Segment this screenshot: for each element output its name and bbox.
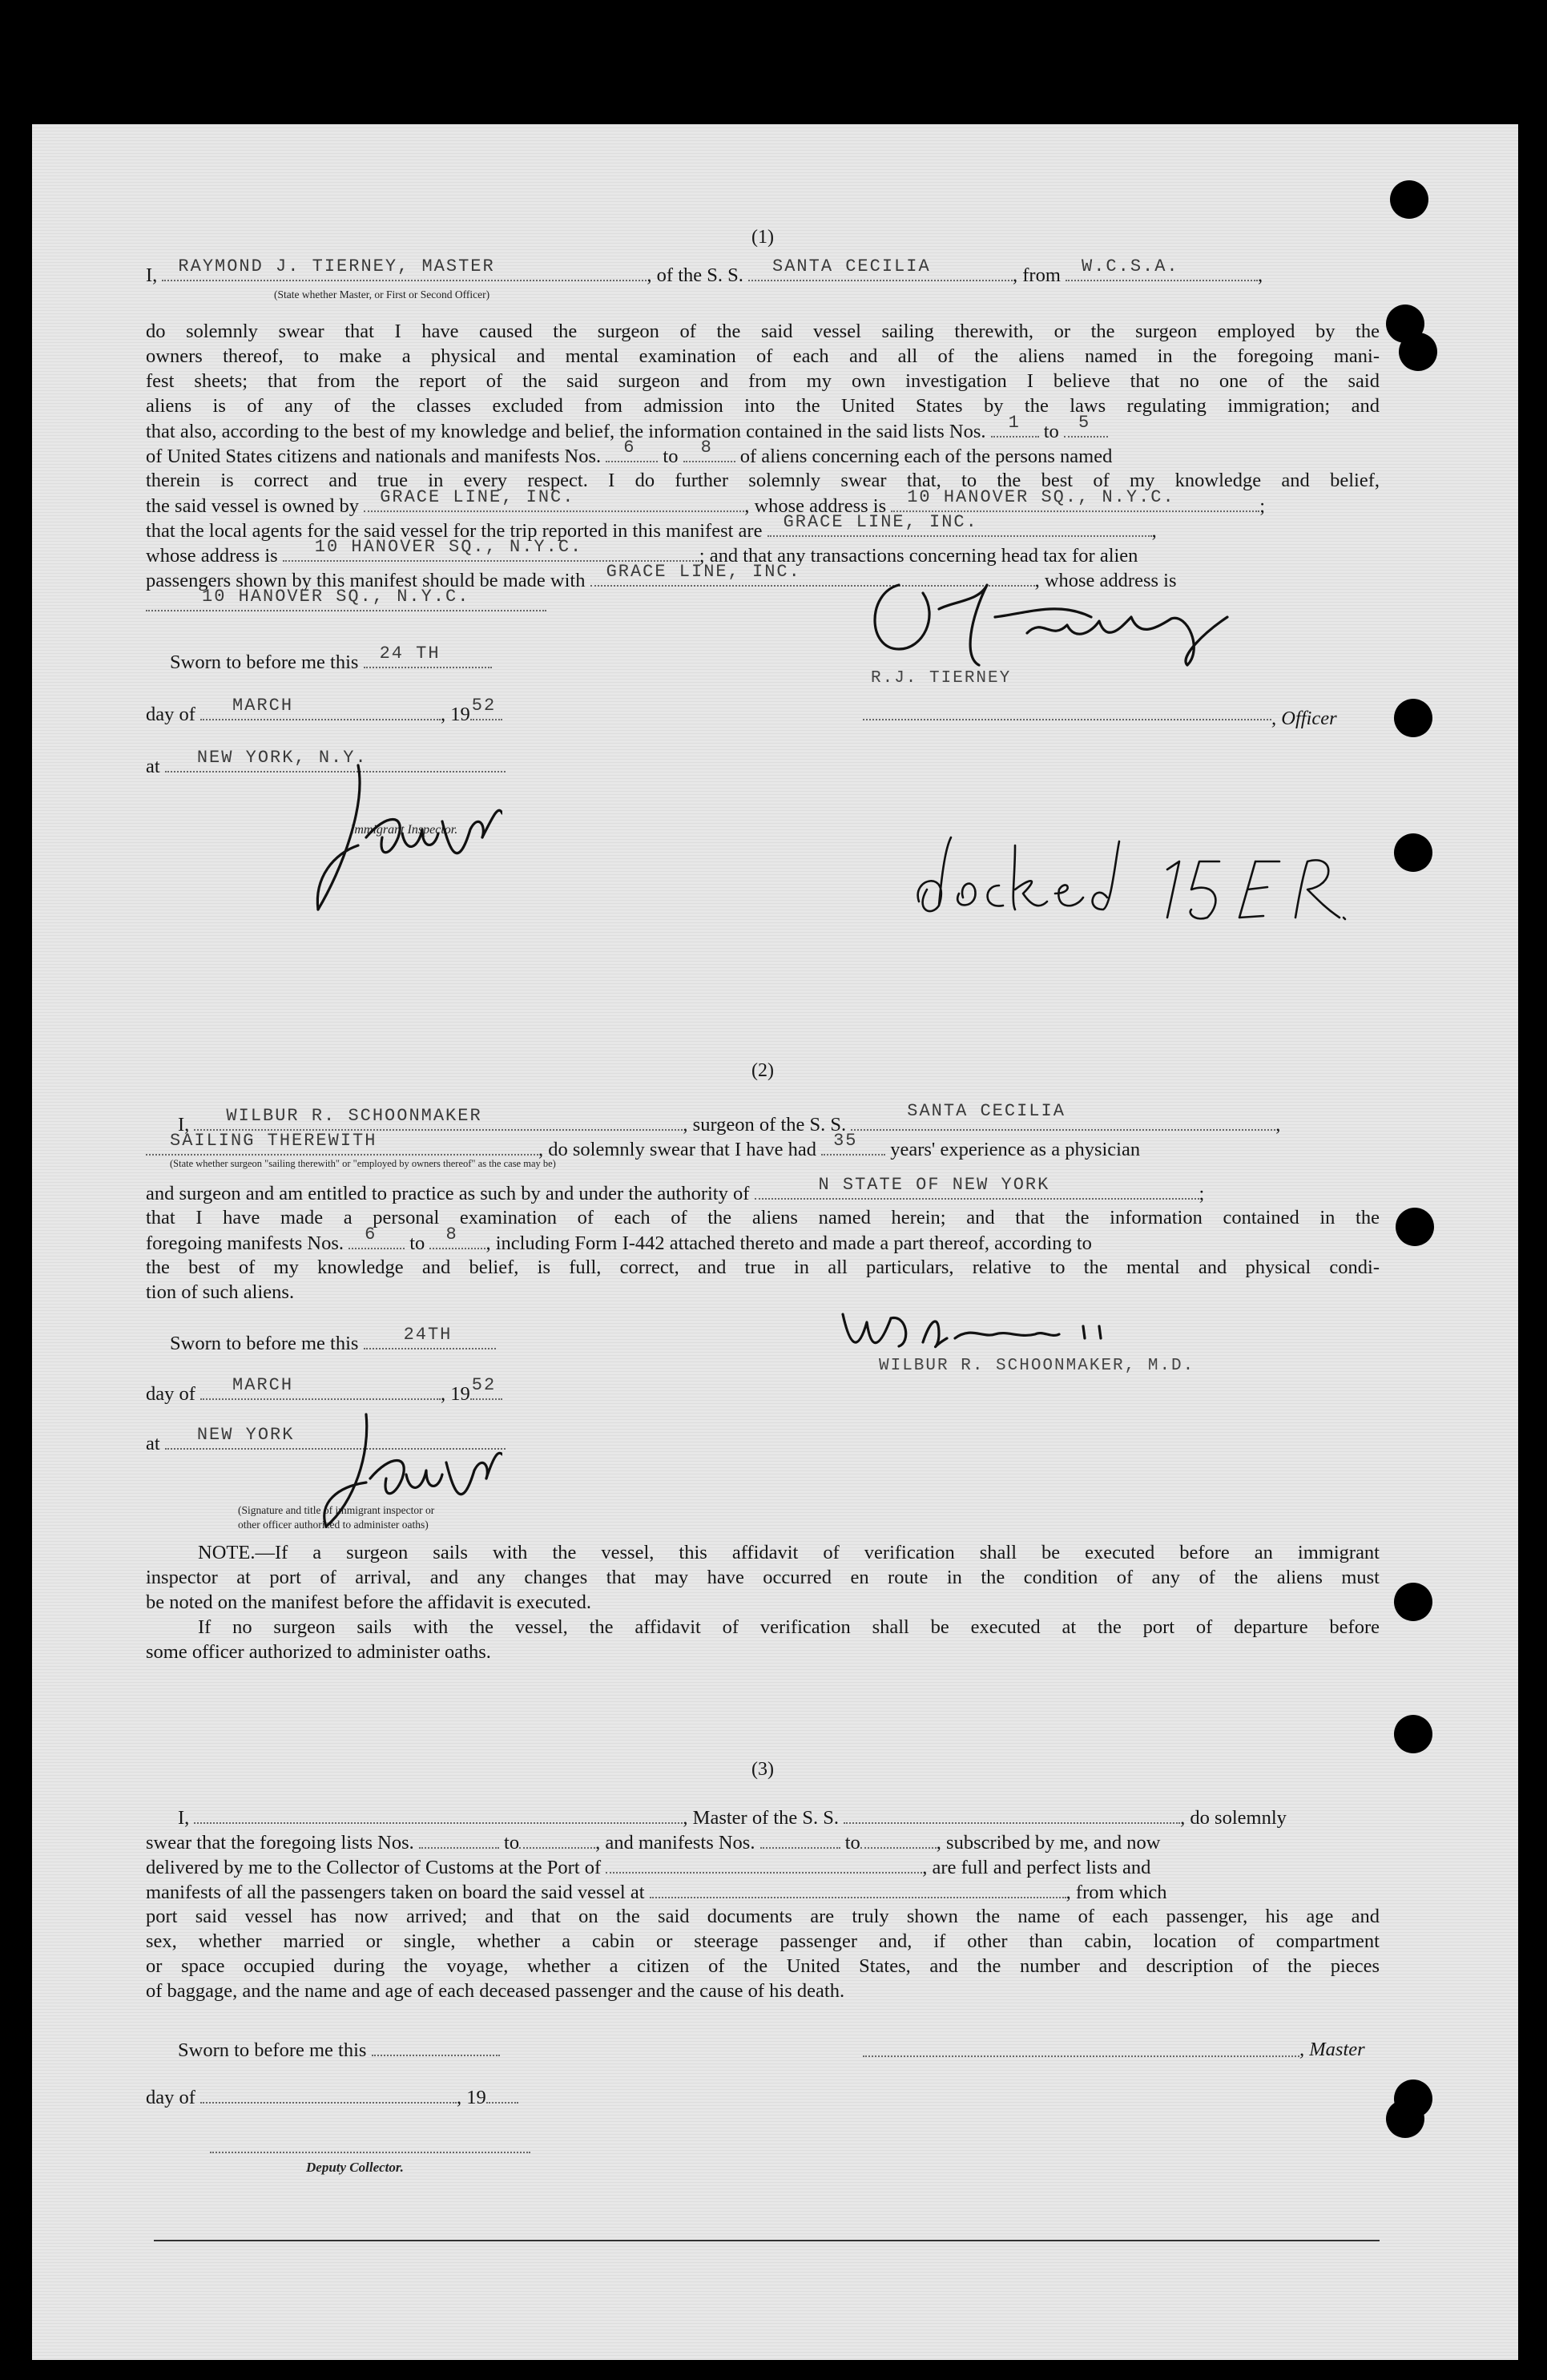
master-caption: (State whether Master, or First or Second Officer) [274, 288, 490, 301]
text: , from [1013, 264, 1061, 286]
master-signature [851, 569, 1251, 673]
surgeon-name: WILBUR R. SCHOONMAKER [226, 1106, 482, 1126]
text: whose address is [146, 545, 278, 567]
section-1-number: (1) [751, 227, 774, 248]
text: , do solemnly [1180, 1807, 1287, 1829]
text: day of [146, 2087, 195, 2108]
text: and surgeon and am entitled to practice as such by and under the authority of [146, 1183, 750, 1204]
sworn-day: 24 TH [379, 643, 441, 664]
sworn-day-field[interactable] [364, 1325, 496, 1349]
sailing-status-field[interactable] [146, 1131, 538, 1156]
section-3-line [146, 1829, 1380, 1855]
text: day of [146, 704, 195, 725]
sworn-day-field[interactable] [372, 2037, 500, 2056]
lists-from-field[interactable] [419, 1829, 499, 1849]
section-3-number: (3) [751, 1759, 774, 1780]
section-1-owner-line: the said vessel is owned by GRACE LINE, INC. , whose address is 10 HANOVER SQ., N.Y.C. ; [146, 493, 1380, 518]
section-2-opening-line: I, WILBUR R. SCHOONMAKER , surgeon of the S. S. SANTA CECILIA , [178, 1111, 1380, 1137]
officer-signature-line [863, 719, 1271, 720]
text: , surgeon of the S. S. [683, 1114, 847, 1136]
master-signature-line [863, 2055, 1299, 2057]
from-field[interactable] [1066, 256, 1258, 281]
text: manifests of all the passengers taken on board the said vessel at [146, 1882, 645, 1903]
sailing-status: SAILING THEREWITH [170, 1131, 377, 1151]
binder-hole [1399, 333, 1437, 371]
text: , whose address is [744, 495, 887, 517]
note-line: be noted on the manifest before the affidavit is executed. [146, 1591, 592, 1613]
text: Sworn to before me this [178, 2039, 367, 2061]
owner-address: 10 HANOVER SQ., N.Y.C. [907, 487, 1175, 507]
binder-hole [1394, 699, 1432, 737]
text: of aliens concerning each of the persons named [739, 446, 1113, 467]
section-3-date-line [146, 2084, 1380, 2110]
port-field[interactable] [606, 1854, 922, 1874]
section-1-para-line: owners thereof, to make a physical and mental examination of each and all of the aliens named in the foregoing mani- [146, 345, 1380, 367]
surgeon-signature [835, 1302, 1139, 1358]
place: NEW YORK [196, 1425, 295, 1445]
authority-field[interactable] [755, 1175, 1199, 1200]
ship-field[interactable] [851, 1101, 1275, 1131]
section-3-line [178, 1805, 1380, 1830]
text: of United States citizens and nationals and manifests Nos. [146, 446, 602, 467]
text: to [1043, 421, 1059, 442]
manifests-from-field[interactable] [348, 1224, 405, 1249]
ship-name: SANTA CECILIA [772, 256, 931, 276]
ship-field[interactable] [748, 256, 1013, 281]
section-3-sworn-line [178, 2037, 1380, 2063]
manifests-to: 8 [445, 1224, 458, 1244]
master-field[interactable] [162, 256, 647, 281]
headtax-party: GRACE LINE, INC. [606, 562, 801, 582]
handwritten-docked-note [903, 829, 1352, 934]
section-3-line [146, 1854, 1380, 1880]
section-2-para-line: that I have made a personal examination of each of the aliens named herein; and that the information contained in the [146, 1207, 1380, 1228]
section-1-para-line: fest sheets; that from the report of the said surgeon and from my own investigation I believe that no one of the said [146, 370, 1380, 392]
text: , and manifests Nos. [595, 1832, 755, 1854]
month: MARCH [232, 1375, 294, 1395]
manifests-to-field[interactable] [683, 438, 735, 462]
text: to [409, 1232, 425, 1254]
origin-field[interactable] [650, 1879, 1066, 1898]
section-2-manifests-line [146, 1224, 1380, 1256]
owner-field[interactable] [364, 487, 744, 512]
lists-to-field[interactable] [1064, 413, 1108, 438]
headtax-address: 10 HANOVER SQ., N.Y.C. [202, 587, 470, 607]
section-1-manifests-line [146, 438, 1380, 469]
section-3-para-line: of baggage, and the name and age of each deceased passenger and the cause of his death. [146, 1980, 845, 2002]
text: , whose address is [1034, 570, 1177, 591]
text: , from which [1066, 1882, 1167, 1903]
binder-hole [1396, 1208, 1434, 1246]
master-label: , Master [1299, 2039, 1365, 2060]
lists-from-field[interactable] [991, 413, 1039, 438]
ship-name: SANTA CECILIA [907, 1101, 1066, 1121]
text: delivered by me to the Collector of Customs at the Port of [146, 1857, 602, 1878]
manifests-to: 8 [700, 438, 713, 458]
month-field[interactable] [200, 2084, 457, 2104]
text: , Master of the S. S. [683, 1807, 840, 1829]
manifests-from-field[interactable] [606, 438, 658, 462]
agents-field[interactable] [767, 512, 1152, 537]
manifests-from: 6 [365, 1224, 377, 1244]
text: to [844, 1832, 860, 1854]
years-field[interactable] [821, 1131, 885, 1156]
year-field[interactable] [486, 2084, 518, 2104]
section-1-agents-line: that the local agents for the said vessel for the trip reported in this manifest are GRACE LINE, INC. , [146, 518, 1380, 543]
text: , subscribed by me, and now [936, 1832, 1161, 1854]
section-1-opening-line: I, RAYMOND J. TIERNEY, MASTER , of the S. S. SANTA CECILIA , from W.C.S.A. , [146, 262, 1380, 288]
note-label: NOTE. [198, 1542, 256, 1563]
section-1-para-line: therein is correct and true in every respect. I do further solemnly swear that, to the best of my knowledge and belief, [146, 470, 1380, 491]
inspector-caption: Immigrant Inspector. [350, 823, 458, 837]
authority: N STATE OF NEW YORK [818, 1175, 1050, 1195]
master-name: RAYMOND J. TIERNEY, MASTER [178, 256, 495, 276]
year-field[interactable] [470, 1375, 502, 1400]
sworn-day: 24TH [403, 1325, 453, 1345]
year: 52 [471, 696, 497, 716]
year: 52 [471, 1375, 497, 1395]
bottom-rule [154, 2240, 1380, 2241]
section-2-sworn-line [170, 1325, 1380, 1356]
text: , including Form I-442 attached thereto and made a part thereof, according to [485, 1232, 1092, 1254]
text: Sworn to before me this [170, 1333, 359, 1354]
month-field[interactable] [200, 696, 441, 720]
manifests-to-field[interactable] [429, 1224, 485, 1249]
text: to [504, 1832, 520, 1854]
section-3-para-line: or space occupied during the voyage, whether a citizen of the United States, and the number and description of the pieces [146, 1955, 1380, 1977]
ship-field[interactable] [844, 1805, 1180, 1824]
text: at [146, 1433, 160, 1454]
agents-address: 10 HANOVER SQ., N.Y.C. [314, 537, 583, 557]
text: —If a surgeon sails with the vessel, this affidavit of verification shall be executed before an immigrant [255, 1542, 1380, 1563]
section-3-line [146, 1879, 1380, 1905]
lists-to: 5 [1078, 413, 1091, 433]
note-line: If no surgeon sails with the vessel, the affidavit of verification shall be executed at the port of departure before [198, 1616, 1380, 1638]
text: I, [178, 1114, 190, 1136]
text: day of [146, 1383, 195, 1405]
section-2-authority-line: and surgeon and am entitled to practice as such by and under the authority of N STATE OF NEW YORK ; [146, 1180, 1380, 1206]
text: , 19 [441, 704, 470, 725]
section-3-para-line: sex, whether married or single, whether a cabin or steerage passenger and, if other than cabin, location of compartment [146, 1930, 1380, 1952]
text: years' experience as a physician [890, 1139, 1141, 1160]
master-field[interactable] [194, 1805, 683, 1824]
section-1-para-line: do solemnly swear that I have caused the surgeon of the said vessel sailing therewith, or the surgeon employed by the [146, 321, 1380, 342]
section-2-para-line: tion of such aliens. [146, 1281, 295, 1303]
headtax-address-field[interactable] [146, 587, 546, 611]
inspector-caption-1: (Signature and title of immigrant inspector or [238, 1504, 435, 1516]
section-2-date-line [146, 1375, 1380, 1406]
deputy-signature-line [210, 2152, 530, 2153]
text: , do solemnly swear that I have had [538, 1139, 816, 1160]
place: NEW YORK, N.Y. [196, 748, 368, 768]
text: Sworn to before me this [170, 651, 359, 673]
year-field[interactable] [470, 696, 502, 720]
text: , 19 [457, 2087, 486, 2108]
month: MARCH [232, 696, 294, 716]
years: 35 [833, 1131, 858, 1151]
text: swear that the foregoing lists Nos. [146, 1832, 414, 1854]
note-line: inspector at port of arrival, and any changes that may have occurred en route in the condition of any of the aliens must [146, 1567, 1380, 1588]
manifests-to-field[interactable] [860, 1829, 937, 1849]
month-field[interactable] [200, 1375, 441, 1400]
binder-hole [1394, 1715, 1432, 1753]
text: , 19 [441, 1383, 470, 1405]
text: passengers shown by this manifest should be made with [146, 570, 586, 591]
inspector-signature [310, 1406, 502, 1535]
inspector-signature [310, 757, 502, 918]
deputy-label: Deputy Collector. [306, 2160, 404, 2175]
status-caption: (State whether surgeon "sailing therewith" or "employed by owners thereof" as the case may be) [170, 1158, 556, 1169]
text: that the local agents for the said vessel for the trip reported in this manifest are [146, 520, 763, 542]
binder-hole [1390, 180, 1428, 219]
binder-hole [1394, 833, 1432, 872]
surgeon-typed-name: WILBUR R. SCHOONMAKER, M.D. [879, 1357, 1195, 1375]
master-typed-name: R.J. TIERNEY [871, 669, 1012, 688]
binder-hole [1386, 2100, 1424, 2138]
text: , are full and perfect lists and [922, 1857, 1151, 1878]
note-line: some officer authorized to administer oaths. [146, 1641, 491, 1663]
sworn-day-field[interactable] [364, 643, 492, 668]
text: that also, according to the best of my knowledge and belief, the information contained in the said lists Nos. [146, 421, 986, 442]
text: foregoing manifests Nos. [146, 1232, 344, 1254]
text: , of the S. S. [647, 264, 743, 286]
note-line [198, 1540, 1380, 1565]
agents: GRACE LINE, INC. [783, 512, 978, 532]
text: ; and that any transactions concerning head tax for alien [699, 545, 1138, 567]
text: I, [178, 1807, 190, 1829]
from-port: W.C.S.A. [1082, 256, 1179, 276]
text: the said vessel is owned by [146, 495, 360, 517]
inspector-caption-2: other officer authorized to administer oaths) [238, 1519, 429, 1531]
section-1-lists-line [146, 413, 1380, 444]
manifests-from: 6 [623, 438, 636, 458]
section-2-number: (2) [751, 1060, 774, 1081]
lists-from: 1 [1008, 413, 1021, 433]
binder-hole [1394, 1583, 1432, 1621]
section-1-para-line: aliens is of any of the classes excluded from admission into the United States by the laws regulating immigration; and [146, 395, 1380, 417]
officer-label: , Officer [1271, 708, 1337, 729]
section-2-para-line: the best of my knowledge and belief, is full, correct, and true in all particulars, relative to the mental and physical condi- [146, 1257, 1380, 1278]
text: I, [146, 264, 158, 286]
owner: GRACE LINE, INC. [380, 487, 575, 507]
section-1-date-line [146, 696, 1380, 727]
text: to [663, 446, 679, 467]
affidavit-page [32, 124, 1518, 2360]
section-3-para-line: port said vessel has now arrived; and that on the said documents are truly shown the name of each passenger, his age and [146, 1906, 1380, 1927]
lists-to-field[interactable] [519, 1829, 595, 1849]
text: at [146, 756, 160, 777]
manifests-from-field[interactable] [760, 1829, 840, 1849]
